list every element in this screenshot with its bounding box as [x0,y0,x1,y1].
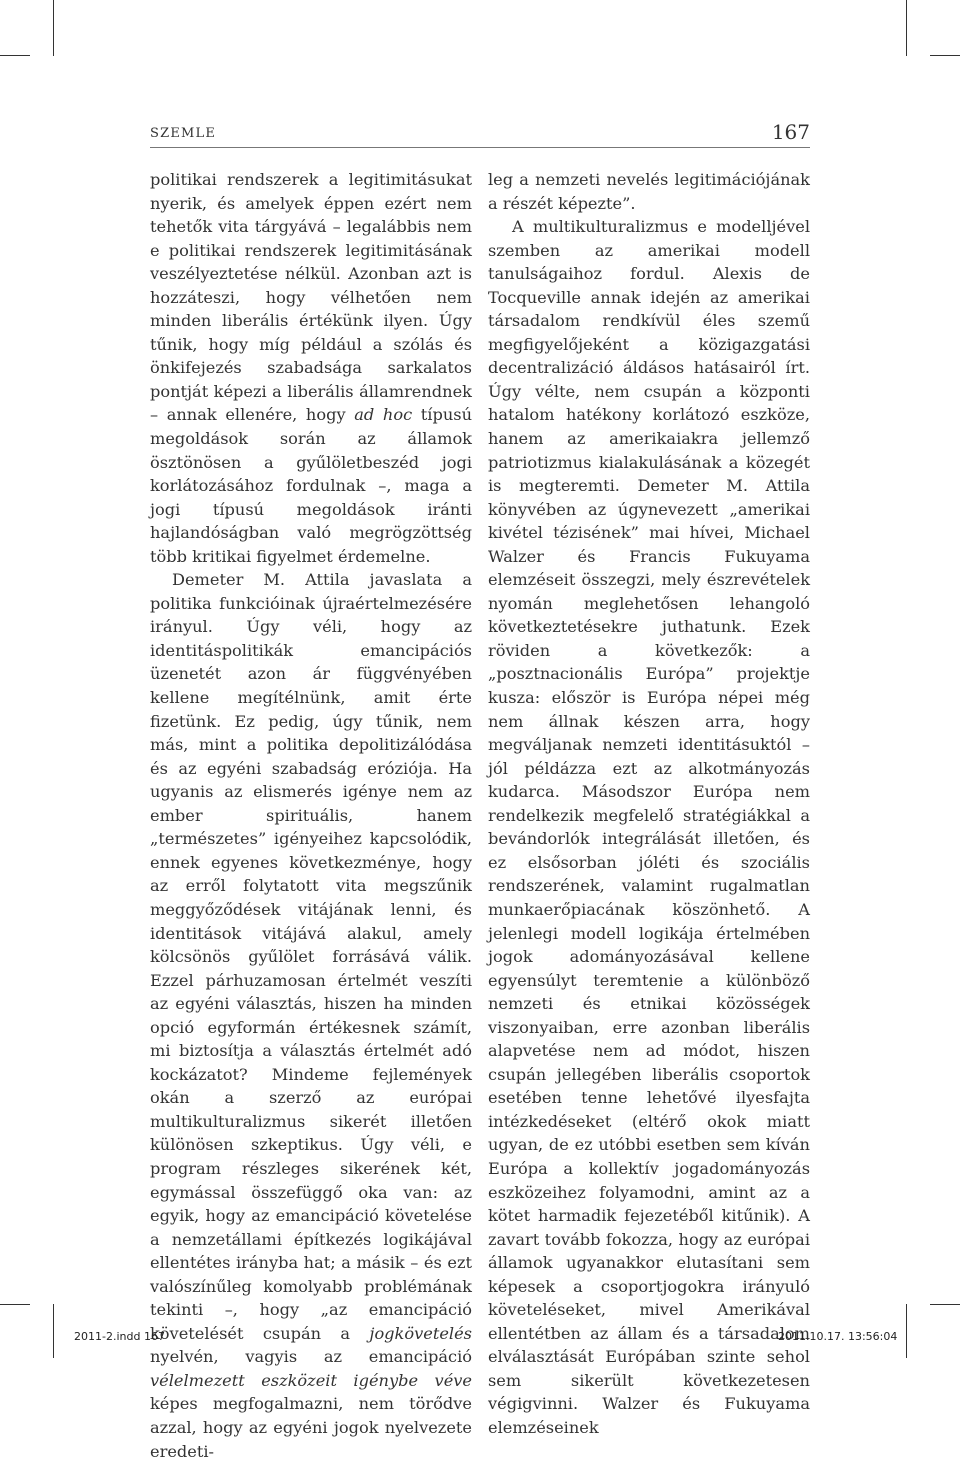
crop-mark [0,55,30,56]
section-label: SZEMLE [150,126,217,141]
paragraph: politikai rendszerek a legitimitásukat nyerik, és amelyek éppen ezért nem tehetők vita tárgyává – legalábbis nem e politikai rendszerek legitimitásának veszélyeztetése nélkül. Azonban azt is hozzáteszi, hogy vélhetően nem minden liberális értékünk ilyen. Úgy tűnik, hogy míg például a szólás és önkifejezés szabadsága sarkalatos pontját képezi a liberális államrendnek – annak ellenére, hogy ad hoc típusú megoldások során az államok ösztönösen a gyűlöletbeszéd jogi korlátozásához fordulnak –, maga a jogi típusú megoldások iránti hajlandóságban való megrögzöttség több kritikai figyelmet érdemelne. [150,170,472,566]
paragraph: A multikulturalizmus e modelljével szemben az amerikai modell tanulságaihoz fordul. Alexis de Tocqueville annak idején az amerikai társadalom rendkívül éles szemű megfigyelőjeként a közigazgatási decentralizáció áldásos hatásairól írt. Úgy vélte, nem csupán a központi hatalom hatékony korlátozó eszköze, hanem az amerikaiakra jellemző patriotizmus kialakulásának a közegét is megteremti. Demeter M. Attila könyvében az úgynevezett „amerikai kivétel tézisének” mai hívei, Michael Walzer és Francis Fukuyama elemzéseit összegzi, mely észrevételek nyomán meglehetősen lehangoló következtetésekre juthatunk. Ezek röviden a következők: a „posztnacionális Európa” projektje kusza: először is Európa népei még nem állnak készen arra, hogy megváljanak nemzeti identitásuktól – jól példázza ezt az alkotmányozás kudarca. Másodszor Európa nem rendelkezik megfelelő stratégiákkal a bevándorlók integrálását illetően, és ez elsősorban jóléti és szociális rendszerének, valamint rugalmatlan munkaerőpiacának köszönhető. A jelenlegi modell logikája értelmében jogok adományozásával kellene egyensúlyt teremtenie a különböző nemzeti és etnikai közösségek viszonyaiban, erre azonban liberális alapvetése nem ad módot, hiszen csupán jellegében liberális csoportok esetében tenne lehetővé ilyesfajta intézkedéseket (eltérő okok miatt ugyan, de ez utóbbi esetben sem kíván Európa a kollektív jogadományozás eszközeihez folyamodni, amint az a kötet harmadik fejezetéből kitűnik). A zavart tovább fokozza, hogy az európai államok ugyanakkor elutasítani sem képesek a csoportjogokra irányuló követeléseket, mivel Amerikával ellentétben az állam és a társadalom elválasztását Európában szinte sehol sem sikerült következetesen végigvinni. Walzer és Fukuyama elemzéseinek [488,217,810,1437]
paragraph: Demeter M. Attila javaslata a politika funkcióinak újraértelmezésére irányul. Úgy véli, hogy az identitáspolitikák emancipációs üzenetét azon ár függvényében kellene megítélnünk, amit érte fizetünk. Ez pedig, úgy tűnik, nem más, mint a politika depolitizálódása és az egyéni szabadság eróziója. Ha ugyanis az elismerés igénye nem az ember spirituális, hanem „természetes” igényeihez kapcsolódik, ennek egyenes következménye, hogy az erről folytatott vita megszűnik meggyőződések vitájának lenni, és identitások vitájává alakul, amely kölcsönös gyűlölet forrásává válik. Ezzel párhuzamosan értelmét veszíti az egyéni választás, hiszen ha minden opció egyformán értékesnek számít, mi biztosítja a választás értelmét adó kockázatot? Mindeme fejlemények okán a szerző az európai multikulturalizmus sikerét illetően különösen szkeptikus. Úgy véli, e program részleges sikerének két, egymással összefüggő oka van: az egyik, hogy az emancipáció követelése a nemzetállami építkezés logikájával ellentétes irányba hat; a másik – és ezt valószínűleg komolyabb problémának tekinti –, hogy „az emancipáció követelését csupán a jogkövetelés nyelvén, vagyis az emancipáció vélelmezett eszközeit igénybe véve képes megfogalmazni, nem törődve azzal, hogy az egyéni jogok nyelvezete eredeti- [150,570,472,1461]
crop-mark [53,1304,54,1358]
crop-mark [53,0,54,56]
crop-mark [0,1304,30,1305]
page-number: 167 [771,120,810,144]
crop-mark [906,1304,907,1358]
slug-filename: 2011-2.indd 167 [74,1330,165,1343]
paragraph: leg a nemzeti nevelés legitimációjának a részét képezte”. [488,170,810,213]
header-rule [150,147,810,148]
crop-mark [930,55,960,56]
crop-mark [930,1304,960,1305]
crop-mark [906,0,907,56]
emphasis: jogkövetelés [369,1323,472,1343]
left-column [150,168,472,1463]
slug-timestamp: 2011.10.17. 13:56:04 [778,1330,898,1343]
emphasis: vélelmezett eszközeit igénybe véve [150,1370,472,1390]
right-column [488,168,810,1440]
emphasis: ad hoc [354,405,413,425]
